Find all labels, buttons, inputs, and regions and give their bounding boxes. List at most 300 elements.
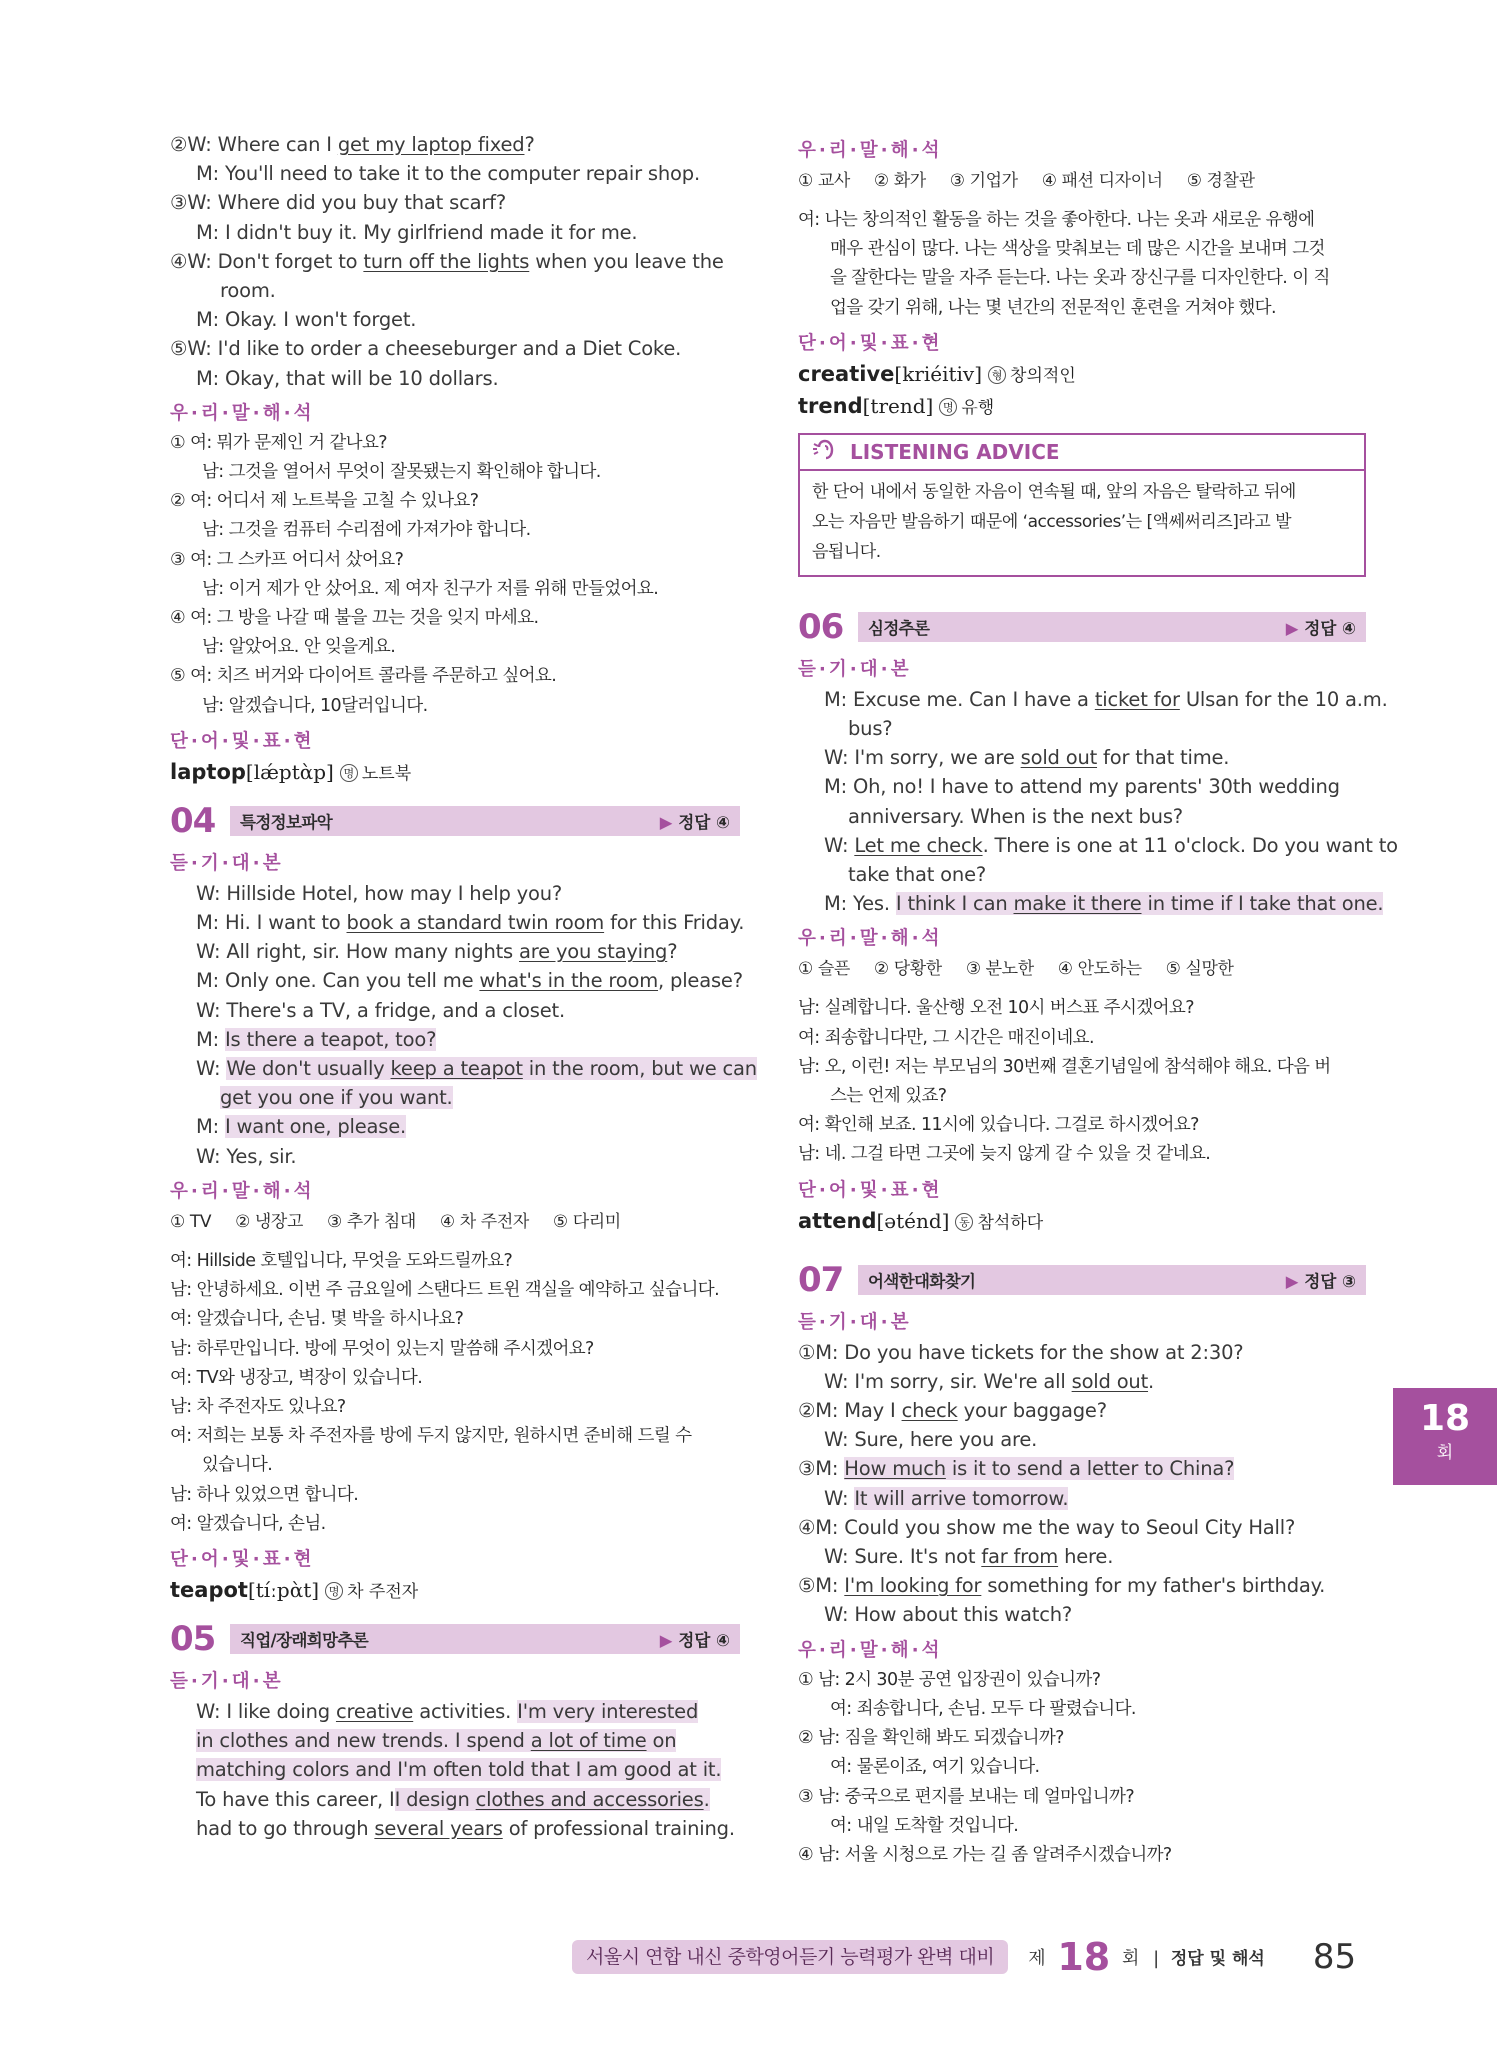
line-text: To have this career, I [196,1787,395,1811]
speaker-label: M: [824,892,847,916]
vocab-word: laptop [170,759,246,784]
question-type-bar [230,1624,740,1654]
translation-line: 남: 오, 이런! 저는 부모님의 30번째 결혼기념일에 참석해야 해요. 다음 버 [798,1056,1331,1077]
item-number: ⑤ [170,666,186,687]
line-text: Sure, here you are. [854,1428,1038,1452]
line-text: when you leave the [529,249,724,273]
translation-text: 여: 치즈 버거와 다이어트 콜라를 주문하고 싶어요. [190,666,557,687]
speaker-label: W: [196,940,221,964]
answer-options [170,1207,740,1237]
translation-line: 을 잘한다는 말을 자주 듣는다. 나는 옷과 장신구를 디자인한다. 이 직 [830,268,1330,289]
line-text: Ulsan for the 10 a.m. [1179,687,1388,711]
round-side-tab [1393,1388,1497,1485]
speaker-label: M: [196,1115,219,1139]
script-line [798,1338,1366,1367]
script-line [170,159,740,188]
item-number: ② [798,1728,814,1749]
script-line [798,1571,1366,1600]
speaker-label: M: [196,220,219,244]
question-type-bar [858,1265,1366,1295]
vocab-phonetic: [kriéitiv] [894,361,983,386]
line-text: I didn't buy it. My girlfriend made it for me. [225,220,638,244]
option-3: ③ 기업가 [949,171,1018,191]
speaker-label: M: [196,969,219,993]
option-5: ⑤ 경찰관 [1186,171,1255,191]
script-line [170,1142,740,1171]
translation-line: 스는 언제 있죠? [830,1086,947,1107]
script-line [170,1112,740,1141]
answer-hint-text: get you one if you want. [220,1086,453,1110]
translation-text: 남: 그것을 열어서 무엇이 잘못됐는지 확인해야 합니다. [202,462,601,483]
spacer [798,984,1366,994]
key-phrase: ticket for [1094,687,1180,711]
vocab-meaning: 창의적인 [1010,365,1076,386]
speaker-label: M: [196,911,219,935]
speaker-label: W: [196,1144,221,1168]
line-text: May I [844,1399,902,1423]
line-text: Yes, sir. [226,1144,297,1168]
item-number: ① [170,432,186,453]
question-header [170,1617,740,1661]
answer-hint-text: is it to send a letter to China? [945,1457,1235,1481]
triangle-icon: ▶ [1285,1271,1299,1291]
script-line [170,1814,740,1843]
option-4: ④ 패션 디자이너 [1041,171,1163,191]
line-text: of professional training. [502,1816,735,1840]
part-of-speech-badge: 명 [939,398,957,416]
vocab-phonetic: [tíːpὰt] [247,1577,320,1602]
page-number: 85 [1312,1937,1357,1977]
speaker-label: M: [824,687,847,711]
translation-line: 여: 나는 창의적인 활동을 하는 것을 좋아한다. 나는 옷과 새로운 유행에 [798,210,1315,230]
line-text: Sure. It's not [854,1545,982,1569]
answer-hint-text: Is there a teapot, too? [225,1027,437,1051]
line-text: Excuse me. Can I have a [853,687,1095,711]
line-text: anniversary. When is the next bus? [848,804,1183,828]
speaker-label: W: [824,746,849,770]
line-text: Only one. Can you tell me [225,969,480,993]
question-type: 특정정보파악 [240,812,333,832]
translation-text: 남: 2시 30분 공연 입장권이 있습니까? [818,1669,1101,1690]
item-number: ① [798,1669,814,1690]
line-text: , please? [658,969,743,993]
key-phrase: check [901,1399,958,1423]
translation-line [170,516,740,545]
option-2: ② 당황한 [873,959,942,980]
question-number: 07 [798,1259,844,1300]
translation-line: 여: 저희는 보통 차 주전자를 방에 두지 않지만, 원하시면 준비해 드릴 수 [170,1426,692,1447]
footer-round-number: 18 [1057,1935,1111,1979]
speaker-label: M: [815,1399,839,1423]
script-line [170,1083,740,1112]
line-text: How about this watch? [854,1603,1073,1627]
item-number: ③ [170,191,188,215]
vocab-entry [170,757,740,789]
key-phrase: turn off the lights [363,249,530,273]
section-label: 우·리·말·해·석 [798,1639,943,1661]
option-1: ① 슬픈 [798,959,850,980]
option-2: ② 화가 [873,171,926,191]
footer-round-pre: 제 [1028,1948,1046,1969]
spacer [798,1238,1366,1248]
speaker-label: M: [815,1574,839,1598]
section-label: 단·어·및·표·현 [798,332,943,354]
line-text: . There is one at 11 o'clock. Do you want to [982,833,1398,857]
option-5: ⑤ 다리미 [552,1211,621,1232]
answer-hint-text: It will arrive tomorrow. [854,1486,1069,1510]
translation-line: 남: 실례합니다. 울산행 오전 10시 버스표 주시겠어요? [798,998,1194,1019]
footer-round [1028,1935,1265,1979]
script-line [170,966,743,995]
translation-text: 여: 물론이죠, 여기 있습니다. [830,1757,1040,1778]
translation-text: 남: 그것을 컴퓨터 수리점에 가져가야 합니다. [202,520,531,541]
translation-line: 남: 하루만입니다. 방에 무엇이 있는지 말씀해 주시겠어요? [170,1338,594,1359]
line-text: Don't forget to [217,249,364,273]
key-phrase: creative [335,1699,414,1723]
item-number: ④ [798,1844,814,1865]
translation-text: 남: 알았어요. 안 잊을게요. [202,637,396,658]
translation-line [170,692,740,721]
part-of-speech-badge: 명 [340,764,358,782]
translation-text: 여: 내일 도착할 것입니다. [830,1815,1019,1836]
vocab-phonetic: [trend] [862,393,934,418]
key-phrase: several years [374,1816,503,1840]
line-text: here. [1058,1545,1114,1569]
script-line [170,1785,740,1814]
advice-title [800,435,1364,471]
translation-line [798,1695,1366,1724]
speaker-label: M: [196,308,219,332]
answer-hint-text: matching colors and I'm often told that I am good at it. [196,1758,722,1782]
speaker-label: W: [824,1486,849,1510]
line-text: Could you show me the way to Seoul City Hall? [844,1515,1296,1539]
script-line [798,889,1384,918]
line-text: I'm sorry, sir. We're all [854,1369,1072,1393]
answer-hint-text: in time if I take that one. [1141,892,1384,916]
question-number: 05 [170,1618,216,1659]
translation-line: 여: 알겠습니다, 손님. 몇 박을 하시나요? [170,1309,464,1330]
vocab-meaning: 노트북 [361,763,412,784]
vocab-entry [798,1206,1366,1238]
script-line [170,1025,740,1054]
speaker-label: W: [196,1699,221,1723]
item-number: ④ [170,249,188,273]
translation-line: 남: 하나 있었으면 합니다. [170,1484,359,1505]
question-type-bar [230,806,740,836]
section-label: 우·리·말·해·석 [798,140,943,161]
script-line [798,831,1398,860]
section-label: 듣·기·대·본 [170,1670,284,1692]
section-label: 우·리·말·해·석 [798,928,943,950]
option-1: ① TV [170,1211,212,1232]
script-line [798,1484,1366,1513]
footer-separator: | [1153,1948,1160,1969]
script-line [798,1454,1366,1483]
translation-line [798,1666,1366,1695]
script-line [170,937,740,966]
vocab-phonetic: [əténd] [876,1208,950,1233]
script-line [798,1425,1366,1454]
answer-hint-text: on [646,1729,677,1753]
answer-hint-key-phrase: clothes and accessories [475,1787,704,1811]
advice-text-line: 음됩니다. [812,541,881,562]
spacer [798,577,1366,595]
speaker-label: M: [815,1457,839,1481]
speaker-label: W: [824,1369,849,1393]
script-line [170,1054,757,1083]
answer-key [660,809,730,833]
line-text: Where can I [217,133,338,156]
translation-line: 매우 관심이 많다. 나는 색상을 맞춰보는 데 많은 시간을 보내며 그것 [830,239,1325,260]
key-phrase: sold out [1071,1369,1149,1393]
option-3: ③ 분노한 [965,959,1034,980]
triangle-icon: ▶ [659,1630,673,1650]
section-label: 우·리·말·해·석 [170,402,315,424]
speaker-label: M: [815,1340,839,1364]
item-number: ③ [798,1457,816,1481]
answer-key [1286,1268,1356,1292]
advice-title-text: LISTENING ADVICE [850,439,1060,464]
translation-line [798,1841,1366,1870]
triangle-icon: ▶ [1285,618,1299,638]
translation-line: 남: 차 주전자도 있나요? [170,1396,346,1417]
footer-round-post: 회 [1121,1948,1140,1969]
answer-key [660,1627,730,1651]
question-number: 04 [170,800,216,841]
script-line [798,1542,1366,1571]
line-text: Okay, that will be 10 dollars. [225,366,499,390]
item-number: ④ [798,1515,816,1539]
answer-hint-text: I think I can [895,892,1014,916]
option-5: ⑤ 실망한 [1165,959,1234,980]
script-line [170,1726,740,1755]
translation-line: 여: TV와 냉장고, 벽장이 있습니다. [170,1367,423,1388]
line-text: ? [667,940,678,964]
answer-options [798,166,1366,196]
question-type: 어색한대화찾기 [868,1271,976,1291]
translation-line [798,1753,1366,1782]
answer-key [1286,615,1356,639]
answer-text: 정답 ④ [678,1630,730,1650]
line-text: Hillside Hotel, how may I help you? [226,881,563,905]
key-phrase: far from [981,1545,1059,1569]
script-line [798,685,1388,714]
item-number: ② [798,1399,816,1423]
answer-text: 정답 ③ [1304,1271,1356,1291]
triangle-icon: ▶ [659,812,673,832]
script-line [798,743,1366,772]
vocab-phonetic: [lǽptὰp] [245,759,334,784]
script-line [170,364,740,393]
line-text: something for my father's birthday. [981,1574,1326,1598]
item-number: ③ [798,1786,814,1807]
script-line [170,188,740,217]
round-number: 18 [1419,1398,1471,1439]
script-line [170,1697,740,1726]
item-number: ⑤ [798,1574,816,1598]
footer-banner: 서울시 연합 내신 중학영어듣기 능력평가 완벽 대비 [572,1940,1008,1974]
item-number: ③ [170,549,186,570]
section-label: 우·리·말·해·석 [170,1180,315,1202]
key-phrase: get my laptop fixed [337,133,525,156]
answer-hint-text: in clothes and new trends. I spend [196,1729,531,1753]
question-type: 심정추론 [868,618,930,638]
item-number: ① [798,1340,816,1364]
script-line [170,908,745,937]
speaker-label: W: [187,191,212,215]
speaker-label: W: [824,1545,849,1569]
script-line [798,714,1366,743]
speaker-label: M: [824,775,847,799]
vocab-meaning: 참석하다 [977,1212,1044,1233]
line-text: activities. [413,1699,518,1723]
key-phrase: Let me check [854,833,983,857]
line-text: had to go through [196,1816,375,1840]
part-of-speech-badge: 동 [955,1213,973,1231]
script-line [170,305,740,334]
line-text: ? [524,133,535,156]
part-of-speech-badge: 형 [988,366,1006,384]
answer-hint-key-phrase: keep a teapot [390,1057,523,1081]
question-header [798,1258,1366,1302]
line-text: take that one? [848,863,987,887]
translation-line: 남: 네. 그걸 타면 그곳에 늦지 않게 갈 수 있을 것 같네요. [798,1144,1211,1165]
line-text: for this Friday. [604,911,745,935]
speaker-label: W: [824,1428,849,1452]
vocab-meaning: 차 주전자 [347,1581,419,1602]
question-header [170,799,740,843]
section-label: 단·어·및·표·현 [798,1179,943,1201]
vocab-entry [798,359,1366,391]
line-text: for that time. [1097,746,1230,770]
speaker-label: W: [824,833,849,857]
answer-hint-text: in the room, but we can [522,1057,757,1081]
key-phrase: are you staying [519,940,668,964]
right-column [798,130,1398,1870]
script-line [170,218,740,247]
answer-hint-key-phrase: How much [844,1457,946,1481]
script-line [170,996,740,1025]
answer-hint-text: . [703,1787,710,1811]
footer-section: 정답 및 해석 [1170,1949,1265,1969]
ear-icon [812,436,850,467]
speaker-label: W: [196,881,221,905]
round-label: 회 [1436,1443,1454,1463]
translation-line [798,1783,1366,1812]
script-line [170,1755,740,1784]
answer-hint-key-phrase: make it there [1013,892,1142,916]
option-4: ④ 안도하는 [1057,959,1142,980]
line-text: There's a TV, a fridge, and a closet. [226,998,565,1022]
vocab-word: creative [798,361,895,386]
script-line [798,1600,1366,1629]
option-2: ② 냉장고 [235,1211,303,1232]
vocab-word: teapot [170,1577,248,1602]
question-type: 직업/장래희망추론 [240,1630,369,1650]
page-footer [572,1937,1356,1977]
line-text: bus? [848,717,893,741]
script-line [170,276,740,305]
key-phrase: what's in the room [479,969,659,993]
answer-options [798,954,1366,984]
option-1: ① 교사 [798,171,850,191]
spacer [798,196,1366,206]
line-text: Okay. I won't forget. [225,308,417,332]
option-4: ④ 차 주전자 [439,1211,529,1232]
section-label: 단·어·및·표·현 [170,730,315,752]
script-line [170,334,740,363]
spacer [170,1237,740,1247]
line-text: I'm sorry, we are [854,746,1021,770]
item-number: ② [170,491,186,512]
vocab-entry [170,1575,740,1607]
section-label: 듣·기·대·본 [170,852,284,874]
advice-text-line: 한 단어 내에서 동일한 자음이 연속될 때, 앞의 자음은 탈락하고 뒤에 [812,481,1296,502]
script-line [798,772,1366,801]
translation-line [170,604,740,633]
line-text: Where did you buy that scarf? [217,191,506,215]
speaker-label: W: [187,249,212,273]
item-number: ④ [170,608,186,629]
speaker-label: M: [196,1027,219,1051]
translation-text: 남: 중국으로 편지를 보내는 데 얼마입니까? [818,1786,1135,1807]
translation-text: 여: 죄송합니다, 손님. 모두 다 팔렸습니다. [830,1698,1136,1719]
speaker-label: M: [196,162,219,186]
key-phrase: sold out [1020,746,1098,770]
answer-text: 정답 ④ [678,812,730,832]
script-line [798,860,1366,889]
key-phrase: book a standard twin room [346,911,605,935]
translation-text: 남: 알겠습니다, 10달러입니다. [202,695,428,716]
speaker-label: W: [824,1603,849,1627]
script-line [798,1396,1366,1425]
translation-text: 여: 어디서 제 노트북을 고칠 수 있나요? [190,491,479,512]
question-header [798,605,1366,649]
answer-hint-key-phrase: a lot of time [530,1729,647,1753]
speaker-label: W: [196,998,221,1022]
section-label: 듣·기·대·본 [798,658,912,680]
script-line [798,802,1366,831]
answer-hint-text: I design [394,1787,476,1811]
line-text: All right, sir. How many nights [226,940,520,964]
translation-line: 여: 알겠습니다, 손님. [170,1513,326,1534]
script-line [798,1367,1366,1396]
line-text: I'd like to order a cheeseburger and a Diet Coke. [217,337,682,361]
translation-text: 여: 뭐가 문제인 거 같나요? [190,432,387,453]
translation-line [170,546,740,575]
translation-line: 남: 안녕하세요. 이번 주 금요일에 스탠다드 트윈 객실을 예약하고 싶습니다. [170,1280,720,1301]
translation-line [170,429,740,458]
speaker-label: M: [196,366,219,390]
vocab-entry [798,391,1366,423]
question-number: 06 [798,606,844,647]
translation-line: 여: 죄송합니다만, 그 시간은 매진이네요. [798,1027,1094,1048]
line-text: Oh, no! I have to attend my parents' 30th wedding [853,775,1340,799]
line-text: Yes. [853,892,896,916]
translation-line: 여: Hillside 호텔입니다, 무엇을 도와드릴까요? [170,1250,513,1271]
script-line [798,1513,1366,1542]
speaker-label: W: [196,1057,221,1081]
translation-text: 남: 이거 제가 안 샀어요. 제 여자 친구가 저를 위해 만들었어요. [202,578,659,599]
item-number: ② [170,133,188,156]
translation-text: 여: 그 스카프 어디서 샀어요? [190,549,404,570]
translation-line [798,1812,1366,1841]
speaker-label: W: [187,337,212,361]
translation-line [170,633,740,662]
line-text: room. [220,279,276,303]
speaker-label: M: [815,1515,839,1539]
script-line [170,247,740,276]
